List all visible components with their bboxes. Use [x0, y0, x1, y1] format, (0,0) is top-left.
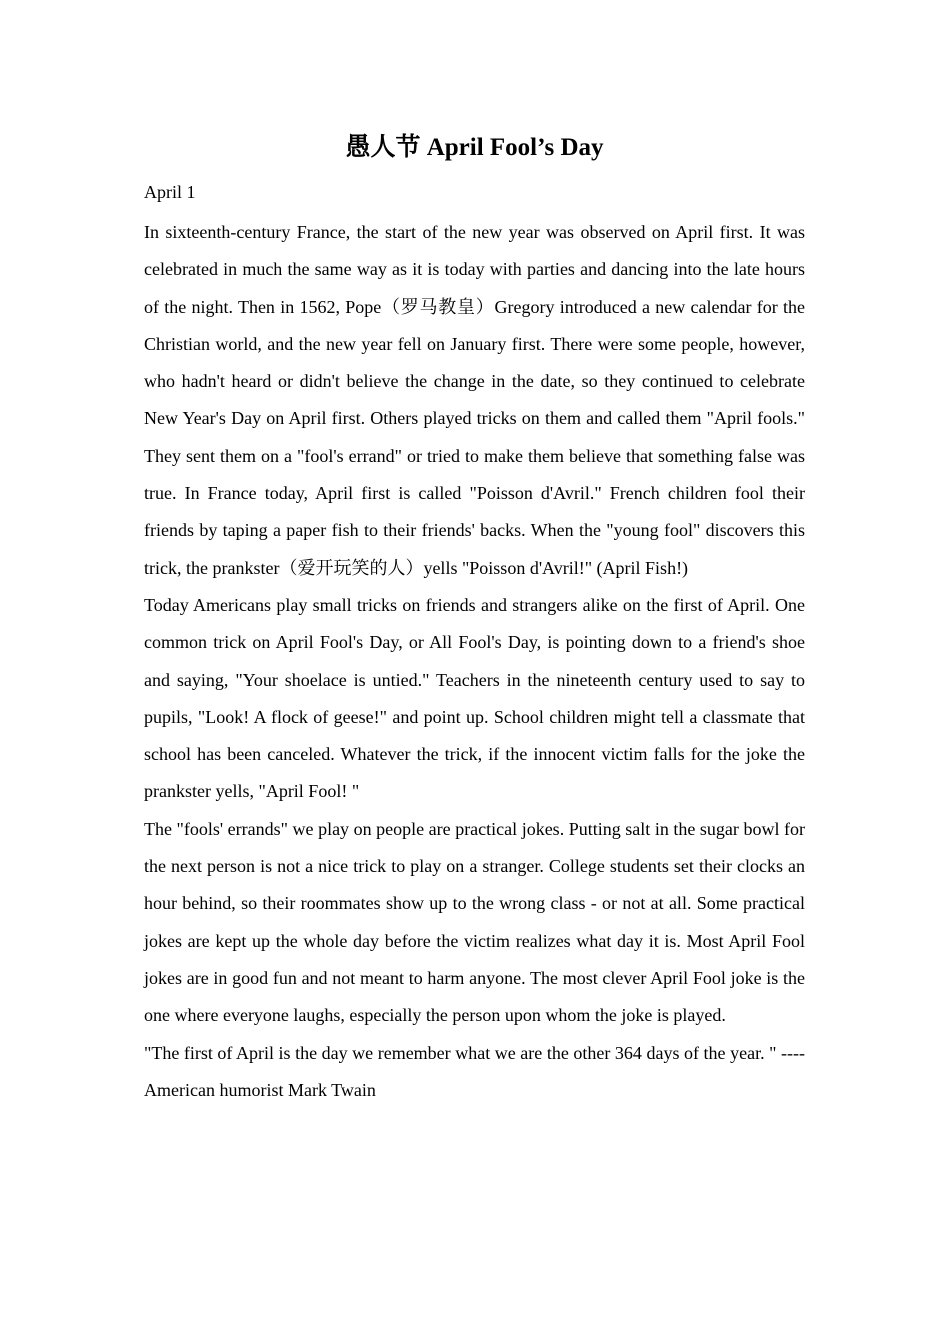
- date-line: April 1: [144, 182, 196, 202]
- paragraph-mark-twain-quote: "The first of April is the day we remember what we are the other 364 days of the year. " ---- American humorist Mark Twain: [144, 1042, 805, 1100]
- document-page: [144, 128, 805, 1109]
- paragraph-history: In sixteenth-century France, the start of the new year was observed on April first. It was celebrated in much the same way as it is today with parties and dancing into the late hours of the night. Then in 1562, Pope（罗马教皇）Gregory introduced a new calendar for the Christian world, and the new year fell on January first. There were some people, however, who hadn't heard or didn't believe the change in the date, so they continued to celebrate New Year's Day on April first. Others played tricks on them and called them "April fools." They sent them on a "fool's errand" or tried to make them believe that something false was true. In France today, April first is called "Poisson d'Avril." French children fool their friends by taping a paper fish to their friends' backs. When the "young fool" discovers this trick, the prankster（爱开玩笑的人）yells "Poisson d'Avril!" (April Fish!): [144, 222, 805, 578]
- document-title: 愚人节 April Fool’s Day: [345, 134, 604, 161]
- paragraph-practical-jokes: The "fools' errands" we play on people are practical jokes. Putting salt in the sugar bowl for the next person is not a nice trick to play on a stranger. College students set their clocks an hour behind, so their roommates show up to the wrong class - or not at all. Some practical jokes are kept up the whole day before the victim realizes what day it is. Most April Fool jokes are in good fun and not meant to harm anyone. The most clever April Fool joke is the one where everyone laughs, especially the person upon whom the joke is played.: [144, 818, 805, 1026]
- paragraph-american-tricks: Today Americans play small tricks on friends and strangers alike on the first of April. One common trick on April Fool's Day, or All Fool's Day, is pointing down to a friend's shoe and saying, "Your shoelace is untied." Teachers in the nineteenth century used to say to pupils, "Look! A flock of geese!" and point up. School children might tell a classmate that school has been canceled. Whatever the trick, if the innocent victim falls for the joke the prankster yells, "April Fool! ": [144, 594, 805, 802]
